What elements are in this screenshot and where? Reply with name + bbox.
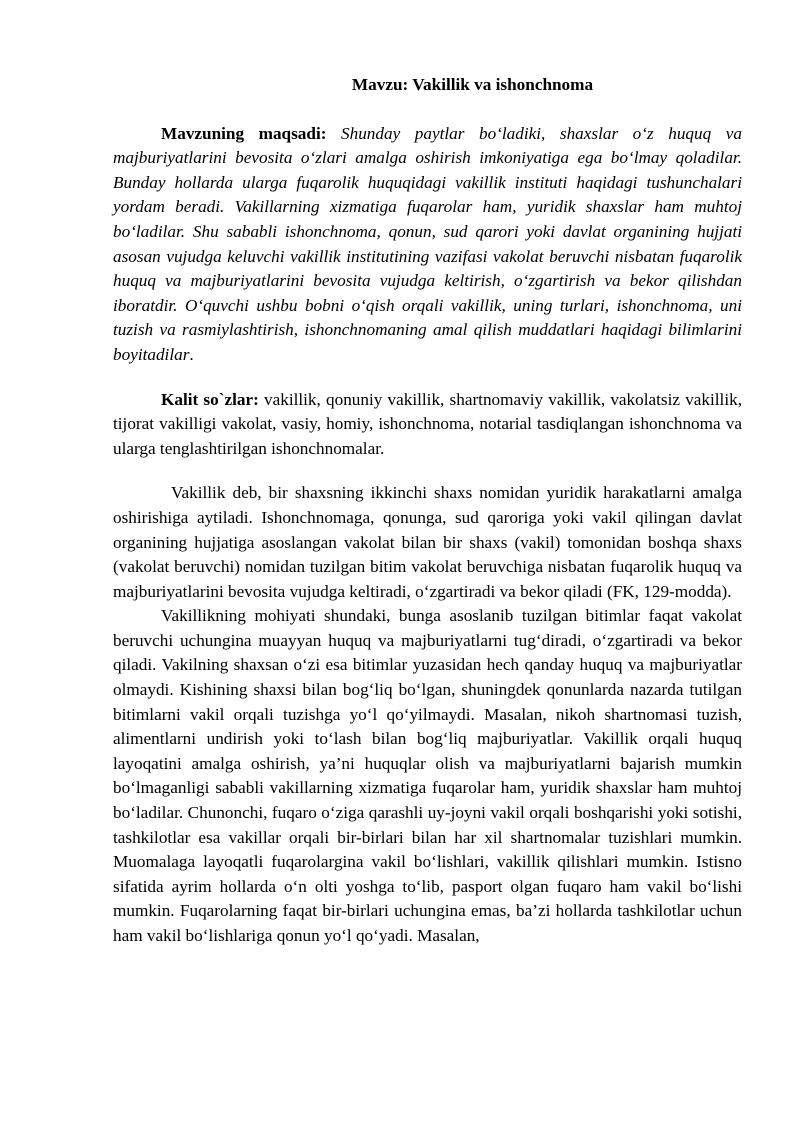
document-title: Mavzu: Vakillik va ishonchnoma — [351, 75, 594, 94]
document-page — [113, 73, 742, 949]
purpose-paragraph — [113, 122, 742, 368]
purpose-end: . — [189, 344, 194, 364]
keywords-text: vakillik, qonuniy vakillik, shartnomaviy vakillik, vakolatsiz vakillik, tijorat vakilligi vakolat, vasiy, homiy, ishonchnoma, notarial tasdiqlangan ishonchnoma va ularga tenglashtirilgan ishonchnomalar. — [113, 389, 743, 458]
body-paragraph-2: Vakillikning mohiyati shundaki, bunga asoslanib tuzilgan bitimlar faqat vakolat beruvchi uchungina muayyan huquq va majburiyatlarni tug‘diradi, o‘zgartiradi va bekor qiladi. Vakilning shaxsan o‘zi esa bitimlar yuzasidan hech qanday huquq va majburiyatlar olmaydi. Kishining shaxsi bilan bog‘liq bo‘lgan, shuningdek qonunlarda nazarda tutilgan bitimlarni vakil orqali tuzishga yo‘l qo‘yilmaydi. Masalan, nikoh shartnomasi tuzish, alimentlarni undirish yoki to‘lash bilan bog‘liq majburiyatlar. Vakillik orqali huquq layoqatini amalga oshirish, ya’ni huquqlar olish va majburiyatlarni bajarish mumkin bo‘lmaganligi sababli vakillarning xizmatiga fuqarolar ham, yuridik shaxslar ham muhtoj bo‘ladilar. Chunonchi, fuqaro o‘ziga qarashli uy-joyni vakil orqali boshqarishi yoki sotishi, tashkilotlar esa vakillar orqali bir-birlari bilan har xil shartnomalar tuzishlari mumkin. Muomalaga layoqatli fuqarolargina vakil bo‘lishlari, vakillik qilishlari mumkin. Istisno sifatida ayrim hollarda o‘n olti yoshga to‘lib, pasport olgan fuqaro ham vakil bo‘lishi mumkin. Fuqarolarning faqat bir-birlari uchungina emas, ba’zi hollarda tashkilotlar uchun ham vakil bo‘lishlariga qonun yo‘l qo‘yadi. Masalan, — [113, 606, 742, 945]
purpose-text: Shunday paytlar bo‘ladiki, shaxslar o‘z huquq va majburiyatlarini bevosita o‘zlari amalga oshirish imkoniyatiga ega bo‘lmay qoladilar. Bunday hollarda ularga fuqarolik huquqidagi vakillik instituti haqidagi tushunchalari yordam beradi. Vakillarning xizmatiga fuqarolar ham, yuridik shaxslar ham muhtoj bo‘ladilar. Shu sababli ishonchnoma, qonun, sud qarori yoki davlat organining hujjati asosan vujudga keluvchi vakillik institutining vazifasi vakolat beruvchi nisbatan fuqarolik huquq va majburiyatlarini bevosita vujudga keltirish, o‘zgartirish va bekor qilishdan iboratdir. O‘quvchi ushbu bobni o‘qish orqali vakillik, uning turlari, ishonchnoma, uni tuzish va rasmiylashtirish, ishonchnomaning amal qilish muddatlari haqidagi bilimlarini boyitadilar — [113, 123, 742, 364]
purpose-label: Mavzuning maqsadi: — [161, 123, 327, 143]
keywords-label: Kalit so`zlar: — [161, 389, 259, 409]
body-paragraph-1: Vakillik deb, bir shaxsning ikkinchi shaxs nomidan yuridik harakatlarni amalga oshirishiga aytiladi. Ishonchnomaga, qonunga, sud qaroriga yoki vakil qilingan davlat organining hujjatiga asoslangan vakolat bilan bir shaxs (vakil) tomonidan boshqa shaxs (vakolat beruvchi) nomidan tuzilgan bitim vakolat beruvchiga nisbatan fuqarolik huquq va majburiyatlarini bevosita vujudga keltiradi, o‘zgartiradi va bekor qiladi (FK, 129-modda). — [113, 483, 742, 601]
keywords-paragraph — [113, 388, 742, 462]
